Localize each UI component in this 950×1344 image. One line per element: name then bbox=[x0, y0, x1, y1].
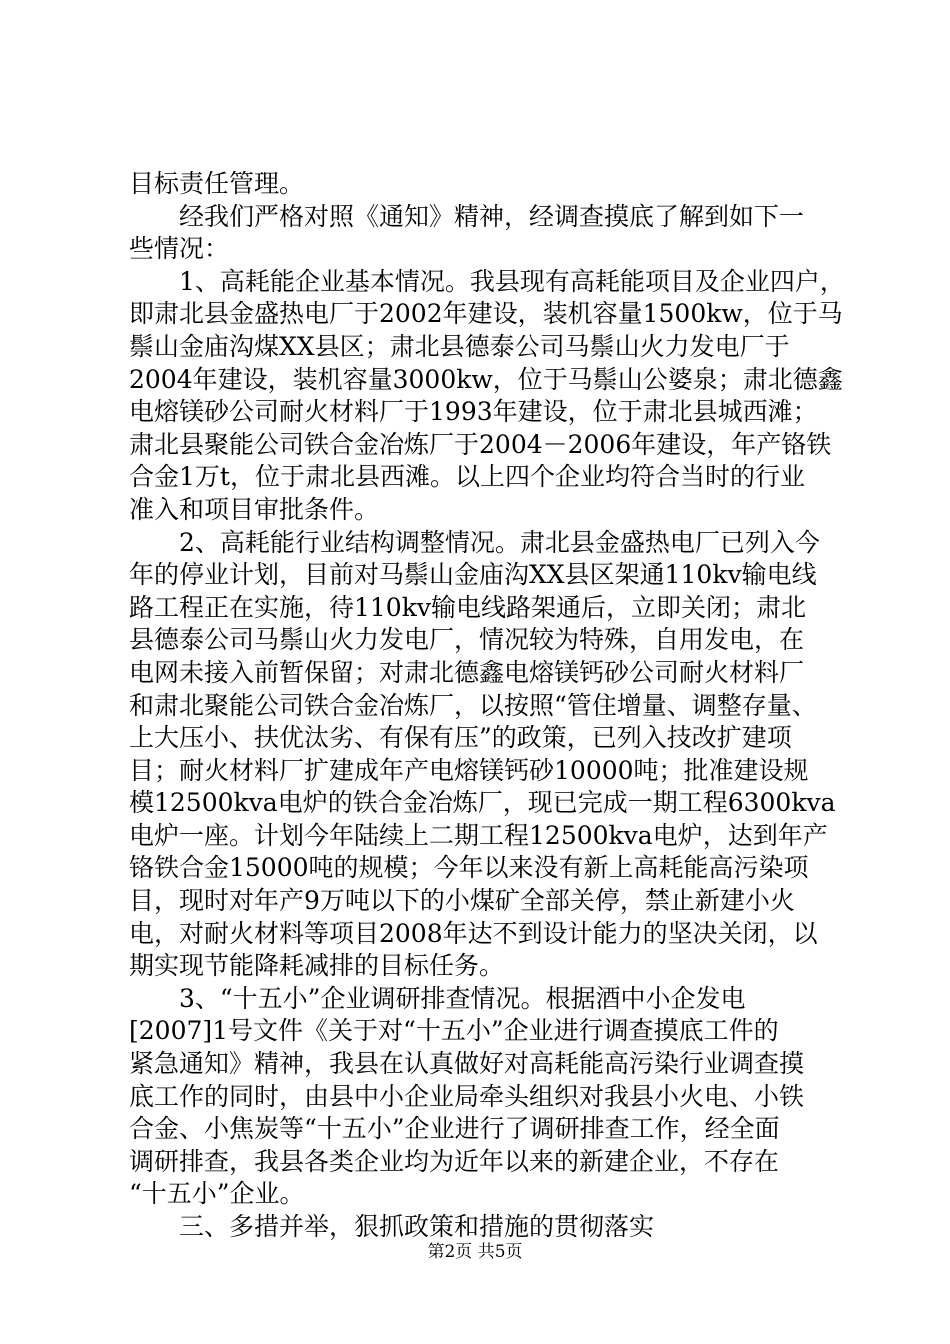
text-line: 紧急通知》精神，我县在认真做好对高耗能高污染行业调查摸 bbox=[129, 1049, 805, 1079]
text-line: 合金、小焦炭等“十五小”企业进行了调研排查工作，经全面 bbox=[129, 1114, 780, 1144]
text-line: 些情况： bbox=[129, 234, 230, 264]
section-heading: 三、多措并举，狠抓政策和措施的贯彻落实 bbox=[129, 1212, 655, 1241]
text-line: 1、高耗能企业基本情况。我县现有高耗能项目及企业四户， bbox=[129, 266, 845, 296]
text-line: 电网未接入前暂保留；对肃北德鑫电熔镁钙砂公司耐火材料厂 bbox=[129, 657, 805, 687]
text-line: 电炉一座。计划今年陆续上二期工程12500kva电炉，达到年产 bbox=[129, 820, 828, 850]
text-line: 目标责任管理。 bbox=[129, 169, 305, 198]
text-line: 和肃北聚能公司铁合金冶炼厂，以按照“管住增量、调整存量、 bbox=[129, 690, 817, 720]
text-line: 2004年建设，装机容量3000kw，位于马鬃山公婆泉；肃北德鑫 bbox=[129, 364, 843, 394]
text-line: 电，对耐火材料等项目2008年达不到设计能力的坚决关闭，以 bbox=[129, 918, 818, 948]
text-line: 县德泰公司马鬃山火力发电厂，情况较为特殊，自用发电，在 bbox=[129, 625, 805, 655]
text-line: 经我们严格对照《通知》精神，经调查摸底了解到如下一 bbox=[129, 201, 805, 231]
body-text bbox=[129, 168, 845, 1244]
text-line: 模12500kva电炉的铁合金冶炼厂，现已完成一期工程6300kva bbox=[129, 788, 836, 818]
text-line: 3、“十五小”企业调研排查情况。根据酒中小企发电 bbox=[129, 983, 746, 1013]
text-line: 鬃山金庙沟煤XX县区；肃北县德泰公司马鬃山火力发电厂于 bbox=[129, 331, 790, 361]
text-line: 上大压小、扶优汰劣、有保有压”的政策，已列入技改扩建项 bbox=[129, 723, 792, 753]
text-line: [2007]1号文件《关于对“十五小”企业进行调查摸底工件的 bbox=[129, 1016, 779, 1046]
text-line: 即肃北县金盛热电厂于2002年建设，装机容量1500kw，位于马 bbox=[129, 299, 843, 329]
text-line: 年的停业计划，目前对马鬃山金庙沟XX县区架通110kv输电线 bbox=[129, 560, 817, 590]
text-line: 调研排查，我县各类企业均为近年以来的新建企业，不存在 bbox=[129, 1146, 780, 1176]
text-line: “十五小”企业。 bbox=[129, 1179, 305, 1209]
text-line: 合金1万t，位于肃北县西滩。以上四个企业均符合当时的行业 bbox=[129, 462, 805, 492]
text-line: 准入和项目审批条件。 bbox=[129, 494, 380, 524]
text-line: 肃北县聚能公司铁合金冶炼厂于2004－2006年建设，年产铬铁 bbox=[129, 429, 832, 459]
text-line: 期实现节能降耗减排的目标任务。 bbox=[129, 951, 505, 981]
text-line: 铬铁合金15000吨的规模；今年以来没有新上高耗能高污染项 bbox=[129, 853, 809, 883]
text-line: 目；耐火材料厂扩建成年产电熔镁钙砂10000吨；批准建设规 bbox=[129, 755, 809, 785]
text-line: 2、高耗能行业结构调整情况。肃北县金盛热电厂已列入今 bbox=[129, 527, 820, 557]
text-line: 目，现时对年产9万吨以下的小煤矿全部关停，禁止新建小火 bbox=[129, 886, 795, 916]
text-line: 底工作的同时，由县中小企业局牵头组织对我县小火电、小铁 bbox=[129, 1081, 805, 1111]
text-line: 路工程正在实施，待110kv输电线路架通后，立即关闭；肃北 bbox=[129, 592, 806, 622]
page-number-footer: 第2页 共5页 bbox=[427, 1242, 523, 1262]
text-line: 电熔镁砂公司耐火材料厂于1993年建设，位于肃北县城西滩； bbox=[129, 397, 818, 427]
